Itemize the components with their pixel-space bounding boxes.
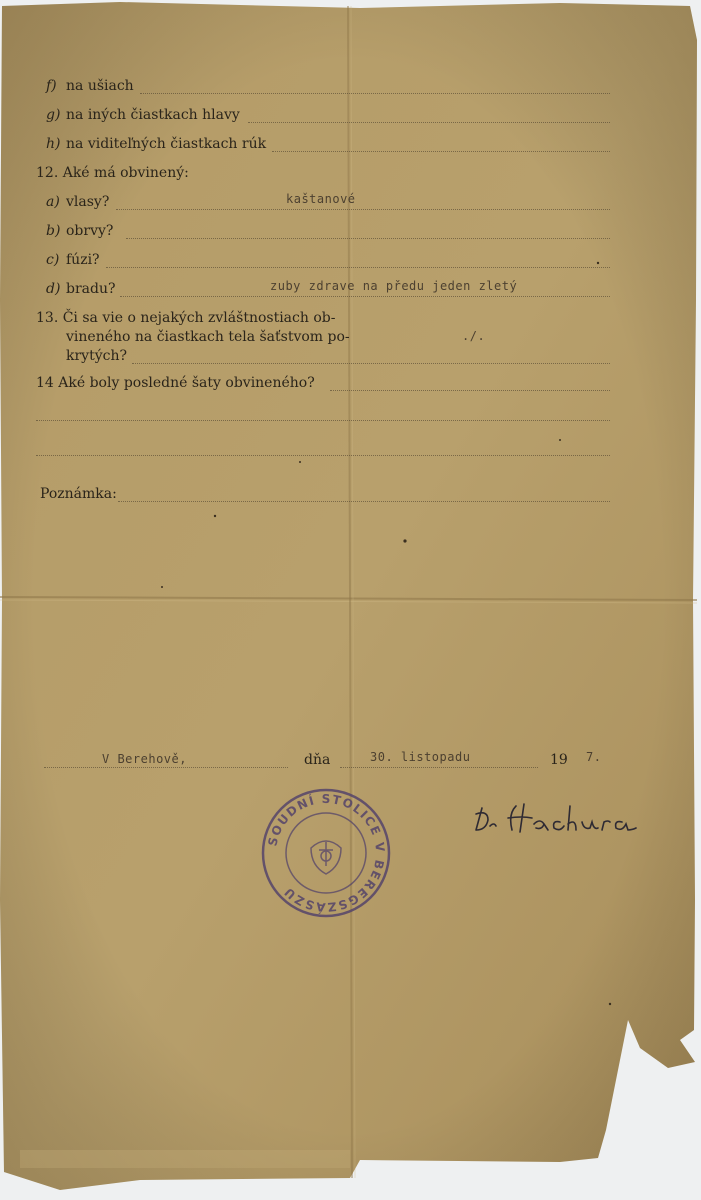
question-14: 14 Aké boly posledné šaty obvineného? (36, 375, 315, 391)
question-12: 12. Aké má obvinený: (36, 165, 189, 181)
place-line (44, 767, 288, 768)
court-stamp (259, 786, 393, 920)
answer-line-14b (36, 420, 610, 421)
answer-line-g (248, 122, 610, 123)
row-c-label: fúzi? (66, 252, 100, 268)
row-d-letter: d) (46, 281, 61, 297)
row-a-letter: a) (46, 194, 60, 210)
answer-line-d (120, 296, 610, 297)
answer-13: ./. (462, 329, 486, 343)
row-d-label: bradu? (66, 281, 116, 297)
answer-line-13 (132, 363, 610, 364)
answer-line-c (106, 267, 610, 268)
question-13-line3: krytých? (66, 348, 127, 364)
day-label: dňa (304, 752, 331, 768)
row-b-label: obrvy? (66, 223, 114, 239)
row-f-letter: f) (46, 78, 57, 94)
signature (472, 800, 642, 840)
answer-line-f (140, 93, 610, 94)
row-g-label: na iných čiastkach hlavy (66, 107, 240, 123)
year-suffix: 7. (586, 750, 602, 764)
year-prefix: 19 (550, 752, 568, 768)
note-label: Poznámka: (40, 486, 117, 502)
answer-beard: zuby zdrave na předu jeden zletý (270, 279, 518, 293)
row-f-label: na ušiach (66, 78, 134, 94)
row-g-letter: g) (46, 107, 61, 123)
question-13-line2: vineného na čiastkach tela šaťstvom po- (66, 329, 350, 345)
row-b-letter: b) (46, 223, 61, 239)
note-line (118, 501, 610, 502)
answer-hair: kaštanové (286, 192, 356, 206)
answer-line-14 (330, 390, 610, 391)
row-c-letter: c) (46, 252, 60, 268)
row-h-label: na viditeľných čiastkach rúk (66, 136, 267, 152)
place-value: V Berehově, (102, 752, 187, 766)
row-a-label: vlasy? (66, 194, 110, 210)
answer-line-a (116, 209, 610, 210)
answer-line-14c (36, 455, 610, 456)
answer-line-b (126, 238, 610, 239)
answer-line-h (272, 151, 610, 152)
row-h-letter: h) (46, 136, 61, 152)
date-value: 30. listopadu (370, 750, 471, 764)
question-13-line1: 13. Či sa vie o nejakých zvláštnostiach ob- (36, 310, 336, 326)
date-line (340, 767, 538, 768)
svg-text:SOUDNÍ STOLICE V BEREGSZÁSZU: SOUDNÍ STOLICE V BEREGSZÁSZU (265, 791, 388, 915)
